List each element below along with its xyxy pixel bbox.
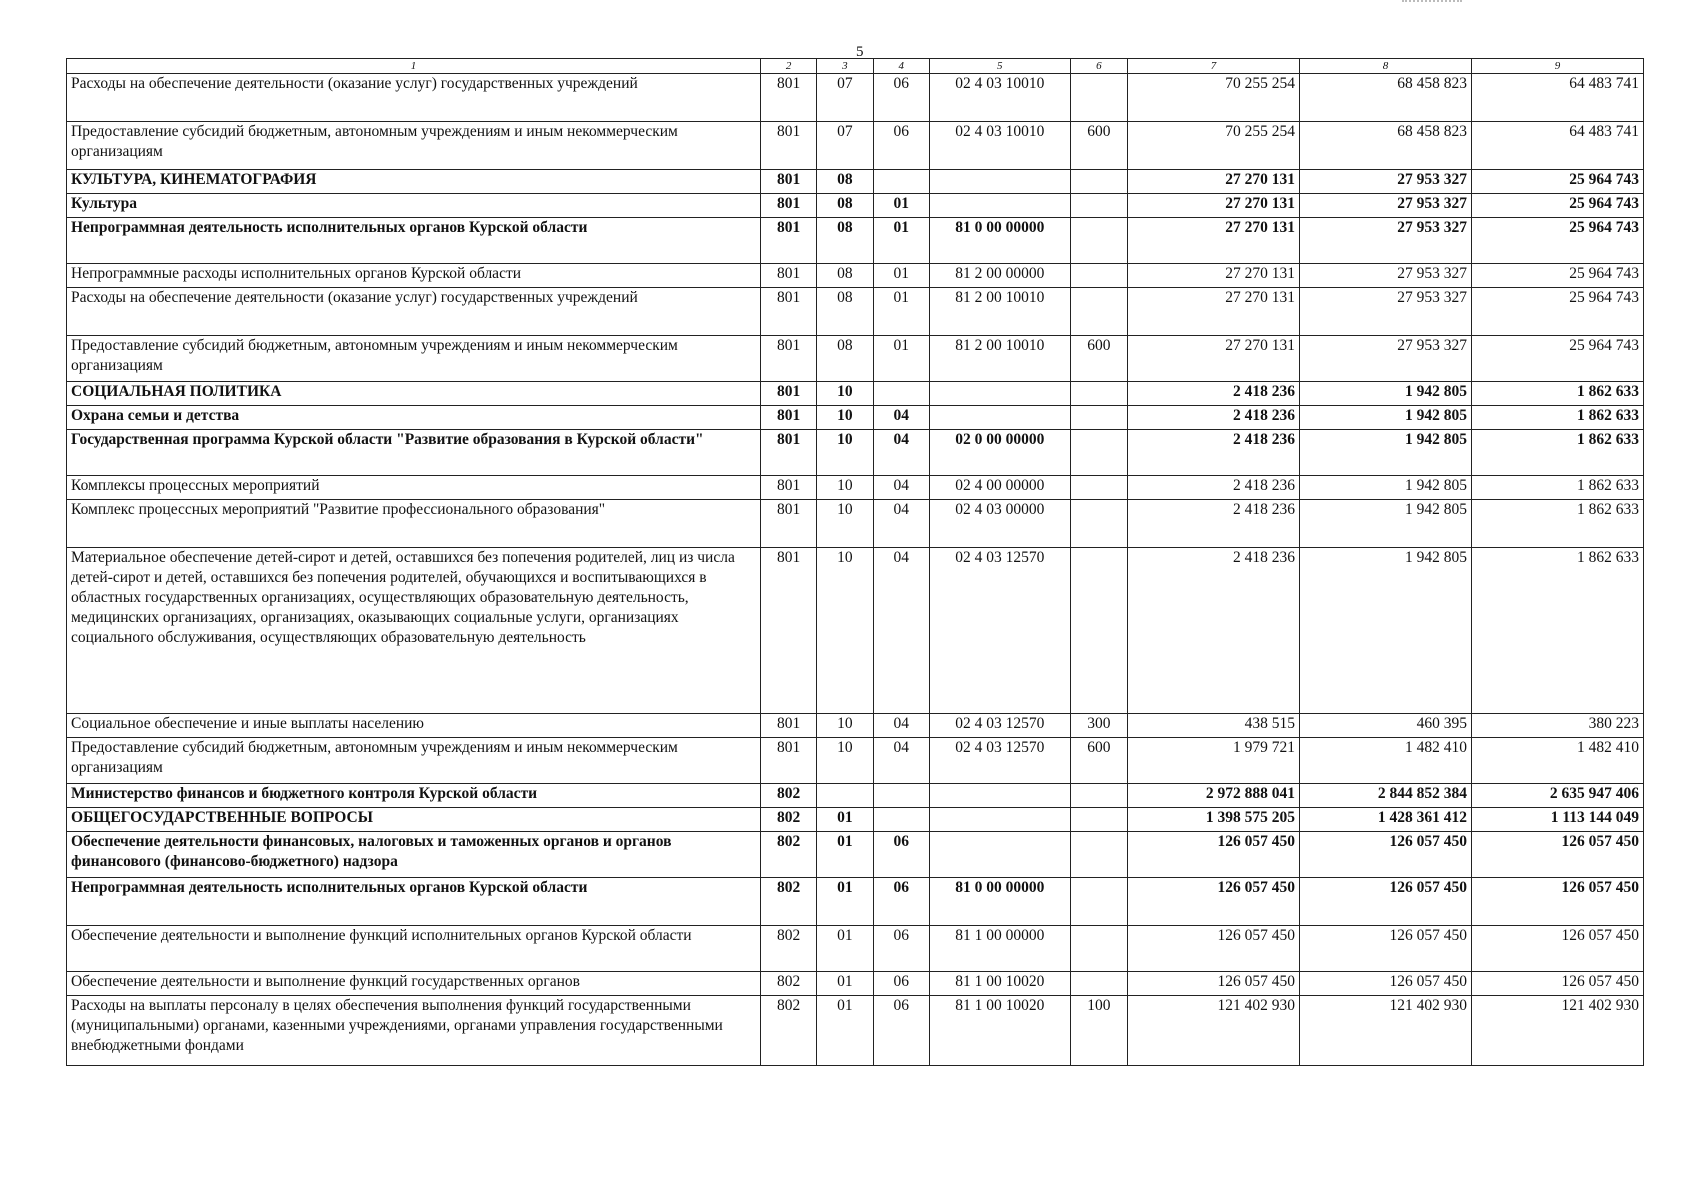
table-row bbox=[67, 218, 1644, 264]
cell-amount-year3: 64 483 741 bbox=[1471, 122, 1643, 170]
cell-description: ОБЩЕГОСУДАРСТВЕННЫЕ ВОПРОСЫ bbox=[67, 808, 761, 832]
cell-glava: 801 bbox=[760, 170, 816, 194]
cell-amount-year2: 27 953 327 bbox=[1299, 264, 1471, 288]
cell-amount-year2: 1 428 361 412 bbox=[1299, 808, 1471, 832]
cell-amount-year2: 27 953 327 bbox=[1299, 288, 1471, 336]
cell-amount-year2: 1 942 805 bbox=[1299, 406, 1471, 430]
cell-description: Расходы на обеспечение деятельности (оказание услуг) государственных учреждений bbox=[67, 288, 761, 336]
scan-artifact bbox=[1402, 0, 1462, 5]
cell-amount-year3: 1 862 633 bbox=[1471, 406, 1643, 430]
column-header: 4 bbox=[873, 59, 929, 74]
cell-amount-year1: 27 270 131 bbox=[1128, 288, 1300, 336]
cell-description: Обеспечение деятельности и выполнение функций исполнительных органов Курской области bbox=[67, 926, 761, 972]
cell-amount-year3: 25 964 743 bbox=[1471, 170, 1643, 194]
cell-target-article: 81 0 00 00000 bbox=[929, 878, 1070, 926]
cell-description: Материальное обеспечение детей-сирот и детей, оставшихся без попечения родителей, лиц из числа детей-сирот и детей, оставшихся без попечения родителей, обучающихся и воспитывающихся в областных государственных организациях, осуществляющих образовательную деятельность, медицинских организациях, организациях, оказывающих социальные услуги, организациях социального обслуживания, осуществляющих образовательную деятельность bbox=[67, 548, 761, 714]
cell-glava: 801 bbox=[760, 738, 816, 784]
cell-amount-year3: 126 057 450 bbox=[1471, 926, 1643, 972]
cell-podrazdel: 04 bbox=[873, 430, 929, 476]
cell-amount-year2: 1 942 805 bbox=[1299, 430, 1471, 476]
cell-target-article bbox=[929, 170, 1070, 194]
cell-glava: 801 bbox=[760, 74, 816, 122]
column-header: 3 bbox=[817, 59, 873, 74]
cell-razdel: 10 bbox=[817, 500, 873, 548]
cell-target-article: 81 2 00 00000 bbox=[929, 264, 1070, 288]
cell-glava: 801 bbox=[760, 122, 816, 170]
cell-target-article: 02 4 03 00000 bbox=[929, 500, 1070, 548]
cell-expense-type: 300 bbox=[1070, 714, 1127, 738]
cell-description: Государственная программа Курской области "Развитие образования в Курской области" bbox=[67, 430, 761, 476]
column-header: 9 bbox=[1471, 59, 1643, 74]
cell-amount-year2: 27 953 327 bbox=[1299, 218, 1471, 264]
cell-description: Министерство финансов и бюджетного контроля Курской области bbox=[67, 784, 761, 808]
cell-glava: 802 bbox=[760, 832, 816, 878]
cell-amount-year3: 1 862 633 bbox=[1471, 430, 1643, 476]
table-row bbox=[67, 430, 1644, 476]
cell-podrazdel: 06 bbox=[873, 996, 929, 1066]
cell-description: Предоставление субсидий бюджетным, автономным учреждениям и иным некоммерческим организациям bbox=[67, 336, 761, 382]
cell-razdel: 08 bbox=[817, 288, 873, 336]
cell-amount-year1: 2 418 236 bbox=[1128, 548, 1300, 714]
column-header: 1 bbox=[67, 59, 761, 74]
cell-razdel: 10 bbox=[817, 476, 873, 500]
cell-amount-year3: 1 862 633 bbox=[1471, 476, 1643, 500]
cell-amount-year2: 121 402 930 bbox=[1299, 996, 1471, 1066]
cell-glava: 801 bbox=[760, 476, 816, 500]
cell-target-article: 81 1 00 10020 bbox=[929, 996, 1070, 1066]
cell-target-article: 02 4 03 10010 bbox=[929, 122, 1070, 170]
column-header: 5 bbox=[929, 59, 1070, 74]
cell-podrazdel bbox=[873, 382, 929, 406]
cell-amount-year2: 1 942 805 bbox=[1299, 476, 1471, 500]
cell-expense-type bbox=[1070, 170, 1127, 194]
cell-glava: 801 bbox=[760, 288, 816, 336]
cell-amount-year1: 2 418 236 bbox=[1128, 430, 1300, 476]
cell-amount-year3: 121 402 930 bbox=[1471, 996, 1643, 1066]
cell-amount-year1: 126 057 450 bbox=[1128, 878, 1300, 926]
cell-target-article: 81 1 00 00000 bbox=[929, 926, 1070, 972]
cell-description: Комплекс процессных мероприятий "Развитие профессионального образования" bbox=[67, 500, 761, 548]
cell-razdel: 07 bbox=[817, 74, 873, 122]
cell-expense-type bbox=[1070, 784, 1127, 808]
cell-description: Предоставление субсидий бюджетным, автономным учреждениям и иным некоммерческим организациям bbox=[67, 122, 761, 170]
cell-razdel: 08 bbox=[817, 264, 873, 288]
cell-razdel bbox=[817, 784, 873, 808]
cell-glava: 801 bbox=[760, 548, 816, 714]
cell-amount-year1: 126 057 450 bbox=[1128, 972, 1300, 996]
cell-razdel: 10 bbox=[817, 714, 873, 738]
cell-expense-type bbox=[1070, 430, 1127, 476]
cell-glava: 801 bbox=[760, 336, 816, 382]
cell-podrazdel: 06 bbox=[873, 972, 929, 996]
cell-description: Комплексы процессных мероприятий bbox=[67, 476, 761, 500]
cell-razdel: 08 bbox=[817, 336, 873, 382]
cell-amount-year2: 68 458 823 bbox=[1299, 122, 1471, 170]
cell-glava: 802 bbox=[760, 926, 816, 972]
column-header: 2 bbox=[760, 59, 816, 74]
cell-podrazdel: 04 bbox=[873, 548, 929, 714]
cell-target-article: 02 4 03 12570 bbox=[929, 714, 1070, 738]
cell-podrazdel: 01 bbox=[873, 288, 929, 336]
cell-razdel: 01 bbox=[817, 808, 873, 832]
cell-target-article: 02 4 00 00000 bbox=[929, 476, 1070, 500]
cell-razdel: 01 bbox=[817, 972, 873, 996]
cell-glava: 802 bbox=[760, 808, 816, 832]
cell-amount-year1: 27 270 131 bbox=[1128, 194, 1300, 218]
cell-amount-year1: 126 057 450 bbox=[1128, 926, 1300, 972]
cell-amount-year2: 126 057 450 bbox=[1299, 878, 1471, 926]
table-row bbox=[67, 926, 1644, 972]
cell-expense-type bbox=[1070, 218, 1127, 264]
column-header: 8 bbox=[1299, 59, 1471, 74]
table-row bbox=[67, 170, 1644, 194]
cell-glava: 802 bbox=[760, 784, 816, 808]
cell-expense-type bbox=[1070, 288, 1127, 336]
table-row bbox=[67, 548, 1644, 714]
cell-expense-type bbox=[1070, 548, 1127, 714]
cell-amount-year3: 1 113 144 049 bbox=[1471, 808, 1643, 832]
cell-description: Обеспечение деятельности и выполнение функций государственных органов bbox=[67, 972, 761, 996]
cell-podrazdel: 06 bbox=[873, 122, 929, 170]
cell-target-article: 02 0 00 00000 bbox=[929, 430, 1070, 476]
cell-razdel: 01 bbox=[817, 996, 873, 1066]
table-row bbox=[67, 808, 1644, 832]
table-row bbox=[67, 878, 1644, 926]
cell-expense-type bbox=[1070, 972, 1127, 996]
cell-podrazdel: 06 bbox=[873, 832, 929, 878]
cell-expense-type bbox=[1070, 382, 1127, 406]
cell-target-article bbox=[929, 784, 1070, 808]
cell-target-article: 81 2 00 10010 bbox=[929, 288, 1070, 336]
cell-amount-year3: 126 057 450 bbox=[1471, 878, 1643, 926]
cell-target-article bbox=[929, 832, 1070, 878]
table-row bbox=[67, 194, 1644, 218]
table-row bbox=[67, 738, 1644, 784]
cell-description: Расходы на выплаты персоналу в целях обеспечения выполнения функций государственными (муниципальными) органами, казенными учреждениями, органами управления государственными внебюджетными фондами bbox=[67, 996, 761, 1066]
cell-target-article: 02 4 03 10010 bbox=[929, 74, 1070, 122]
cell-glava: 801 bbox=[760, 430, 816, 476]
cell-glava: 801 bbox=[760, 714, 816, 738]
table-row bbox=[67, 972, 1644, 996]
cell-amount-year2: 1 942 805 bbox=[1299, 500, 1471, 548]
budget-sheet bbox=[66, 58, 1644, 1066]
cell-amount-year1: 27 270 131 bbox=[1128, 264, 1300, 288]
cell-amount-year1: 2 972 888 041 bbox=[1128, 784, 1300, 808]
cell-podrazdel: 01 bbox=[873, 264, 929, 288]
cell-target-article bbox=[929, 194, 1070, 218]
cell-amount-year1: 438 515 bbox=[1128, 714, 1300, 738]
cell-podrazdel: 06 bbox=[873, 878, 929, 926]
table-row bbox=[67, 288, 1644, 336]
cell-amount-year2: 1 942 805 bbox=[1299, 382, 1471, 406]
cell-description: Непрограммные расходы исполнительных органов Курской области bbox=[67, 264, 761, 288]
cell-razdel: 07 bbox=[817, 122, 873, 170]
cell-expense-type: 100 bbox=[1070, 996, 1127, 1066]
cell-amount-year1: 27 270 131 bbox=[1128, 336, 1300, 382]
cell-target-article: 81 1 00 10020 bbox=[929, 972, 1070, 996]
cell-razdel: 10 bbox=[817, 738, 873, 784]
cell-target-article bbox=[929, 382, 1070, 406]
cell-podrazdel: 01 bbox=[873, 218, 929, 264]
cell-expense-type bbox=[1070, 406, 1127, 430]
cell-razdel: 10 bbox=[817, 548, 873, 714]
cell-expense-type bbox=[1070, 878, 1127, 926]
cell-podrazdel bbox=[873, 808, 929, 832]
cell-podrazdel: 04 bbox=[873, 406, 929, 430]
cell-target-article: 81 0 00 00000 bbox=[929, 218, 1070, 264]
cell-description: Социальное обеспечение и иные выплаты населению bbox=[67, 714, 761, 738]
cell-razdel: 01 bbox=[817, 878, 873, 926]
cell-razdel: 01 bbox=[817, 926, 873, 972]
cell-razdel: 08 bbox=[817, 170, 873, 194]
cell-razdel: 10 bbox=[817, 382, 873, 406]
cell-amount-year3: 380 223 bbox=[1471, 714, 1643, 738]
cell-glava: 801 bbox=[760, 500, 816, 548]
cell-amount-year2: 27 953 327 bbox=[1299, 336, 1471, 382]
cell-expense-type: 600 bbox=[1070, 122, 1127, 170]
cell-amount-year3: 25 964 743 bbox=[1471, 194, 1643, 218]
cell-razdel: 01 bbox=[817, 832, 873, 878]
cell-description: Культура bbox=[67, 194, 761, 218]
cell-amount-year2: 460 395 bbox=[1299, 714, 1471, 738]
table-row bbox=[67, 74, 1644, 122]
cell-description: Непрограммная деятельность исполнительных органов Курской области bbox=[67, 878, 761, 926]
cell-podrazdel: 04 bbox=[873, 738, 929, 784]
cell-amount-year3: 2 635 947 406 bbox=[1471, 784, 1643, 808]
cell-expense-type bbox=[1070, 500, 1127, 548]
cell-amount-year3: 25 964 743 bbox=[1471, 218, 1643, 264]
cell-description: Предоставление субсидий бюджетным, автономным учреждениям и иным некоммерческим организациям bbox=[67, 738, 761, 784]
cell-amount-year3: 1 862 633 bbox=[1471, 548, 1643, 714]
cell-amount-year2: 126 057 450 bbox=[1299, 972, 1471, 996]
cell-podrazdel: 06 bbox=[873, 74, 929, 122]
cell-target-article: 02 4 03 12570 bbox=[929, 548, 1070, 714]
cell-target-article: 02 4 03 12570 bbox=[929, 738, 1070, 784]
table-body bbox=[67, 59, 1644, 1066]
cell-amount-year1: 1 398 575 205 bbox=[1128, 808, 1300, 832]
column-header: 6 bbox=[1070, 59, 1127, 74]
cell-amount-year1: 2 418 236 bbox=[1128, 406, 1300, 430]
table-row bbox=[67, 122, 1644, 170]
cell-expense-type bbox=[1070, 194, 1127, 218]
cell-amount-year2: 1 942 805 bbox=[1299, 548, 1471, 714]
cell-expense-type bbox=[1070, 264, 1127, 288]
table-row bbox=[67, 714, 1644, 738]
cell-amount-year1: 121 402 930 bbox=[1128, 996, 1300, 1066]
table-row bbox=[67, 382, 1644, 406]
table-row bbox=[67, 500, 1644, 548]
cell-amount-year2: 27 953 327 bbox=[1299, 194, 1471, 218]
cell-expense-type: 600 bbox=[1070, 336, 1127, 382]
cell-podrazdel: 01 bbox=[873, 194, 929, 218]
cell-podrazdel: 06 bbox=[873, 926, 929, 972]
cell-glava: 801 bbox=[760, 382, 816, 406]
cell-amount-year1: 70 255 254 bbox=[1128, 74, 1300, 122]
cell-expense-type: 600 bbox=[1070, 738, 1127, 784]
table-row bbox=[67, 784, 1644, 808]
cell-amount-year3: 1 482 410 bbox=[1471, 738, 1643, 784]
cell-amount-year3: 1 862 633 bbox=[1471, 500, 1643, 548]
cell-expense-type bbox=[1070, 74, 1127, 122]
cell-amount-year3: 25 964 743 bbox=[1471, 288, 1643, 336]
cell-podrazdel bbox=[873, 784, 929, 808]
cell-amount-year2: 126 057 450 bbox=[1299, 926, 1471, 972]
cell-target-article bbox=[929, 808, 1070, 832]
table-row bbox=[67, 832, 1644, 878]
cell-glava: 801 bbox=[760, 194, 816, 218]
cell-razdel: 08 bbox=[817, 194, 873, 218]
cell-glava: 801 bbox=[760, 218, 816, 264]
cell-amount-year1: 27 270 131 bbox=[1128, 218, 1300, 264]
cell-amount-year2: 1 482 410 bbox=[1299, 738, 1471, 784]
cell-podrazdel: 04 bbox=[873, 714, 929, 738]
page-number: 5 bbox=[856, 44, 864, 60]
cell-amount-year1: 126 057 450 bbox=[1128, 832, 1300, 878]
cell-description: Обеспечение деятельности финансовых, налоговых и таможенных органов и органов финансового (финансово-бюджетного) надзора bbox=[67, 832, 761, 878]
cell-amount-year2: 2 844 852 384 bbox=[1299, 784, 1471, 808]
cell-podrazdel: 01 bbox=[873, 336, 929, 382]
cell-amount-year3: 25 964 743 bbox=[1471, 336, 1643, 382]
cell-amount-year1: 2 418 236 bbox=[1128, 382, 1300, 406]
cell-amount-year2: 126 057 450 bbox=[1299, 832, 1471, 878]
cell-glava: 801 bbox=[760, 406, 816, 430]
cell-amount-year1: 2 418 236 bbox=[1128, 476, 1300, 500]
cell-glava: 802 bbox=[760, 878, 816, 926]
cell-amount-year3: 126 057 450 bbox=[1471, 832, 1643, 878]
cell-glava: 802 bbox=[760, 996, 816, 1066]
column-header: 7 bbox=[1128, 59, 1300, 74]
budget-table bbox=[66, 58, 1644, 1066]
cell-razdel: 10 bbox=[817, 406, 873, 430]
cell-amount-year2: 68 458 823 bbox=[1299, 74, 1471, 122]
table-row bbox=[67, 476, 1644, 500]
cell-expense-type bbox=[1070, 476, 1127, 500]
cell-amount-year3: 64 483 741 bbox=[1471, 74, 1643, 122]
cell-glava: 801 bbox=[760, 264, 816, 288]
cell-amount-year1: 70 255 254 bbox=[1128, 122, 1300, 170]
cell-description: СОЦИАЛЬНАЯ ПОЛИТИКА bbox=[67, 382, 761, 406]
cell-razdel: 10 bbox=[817, 430, 873, 476]
cell-target-article bbox=[929, 406, 1070, 430]
cell-amount-year3: 25 964 743 bbox=[1471, 264, 1643, 288]
cell-expense-type bbox=[1070, 808, 1127, 832]
cell-podrazdel: 04 bbox=[873, 500, 929, 548]
cell-amount-year3: 1 862 633 bbox=[1471, 382, 1643, 406]
table-row bbox=[67, 406, 1644, 430]
header-row bbox=[67, 59, 1644, 74]
cell-amount-year1: 1 979 721 bbox=[1128, 738, 1300, 784]
cell-target-article: 81 2 00 10010 bbox=[929, 336, 1070, 382]
cell-amount-year1: 2 418 236 bbox=[1128, 500, 1300, 548]
cell-razdel: 08 bbox=[817, 218, 873, 264]
table-row bbox=[67, 336, 1644, 382]
cell-description: Непрограммная деятельность исполнительных органов Курской области bbox=[67, 218, 761, 264]
cell-podrazdel: 04 bbox=[873, 476, 929, 500]
cell-description: Расходы на обеспечение деятельности (оказание услуг) государственных учреждений bbox=[67, 74, 761, 122]
cell-amount-year2: 27 953 327 bbox=[1299, 170, 1471, 194]
table-row bbox=[67, 264, 1644, 288]
cell-glava: 802 bbox=[760, 972, 816, 996]
cell-amount-year3: 126 057 450 bbox=[1471, 972, 1643, 996]
cell-podrazdel bbox=[873, 170, 929, 194]
cell-expense-type bbox=[1070, 926, 1127, 972]
cell-description: Охрана семьи и детства bbox=[67, 406, 761, 430]
cell-expense-type bbox=[1070, 832, 1127, 878]
cell-amount-year1: 27 270 131 bbox=[1128, 170, 1300, 194]
cell-description: КУЛЬТУРА, КИНЕМАТОГРАФИЯ bbox=[67, 170, 761, 194]
table-row bbox=[67, 996, 1644, 1066]
